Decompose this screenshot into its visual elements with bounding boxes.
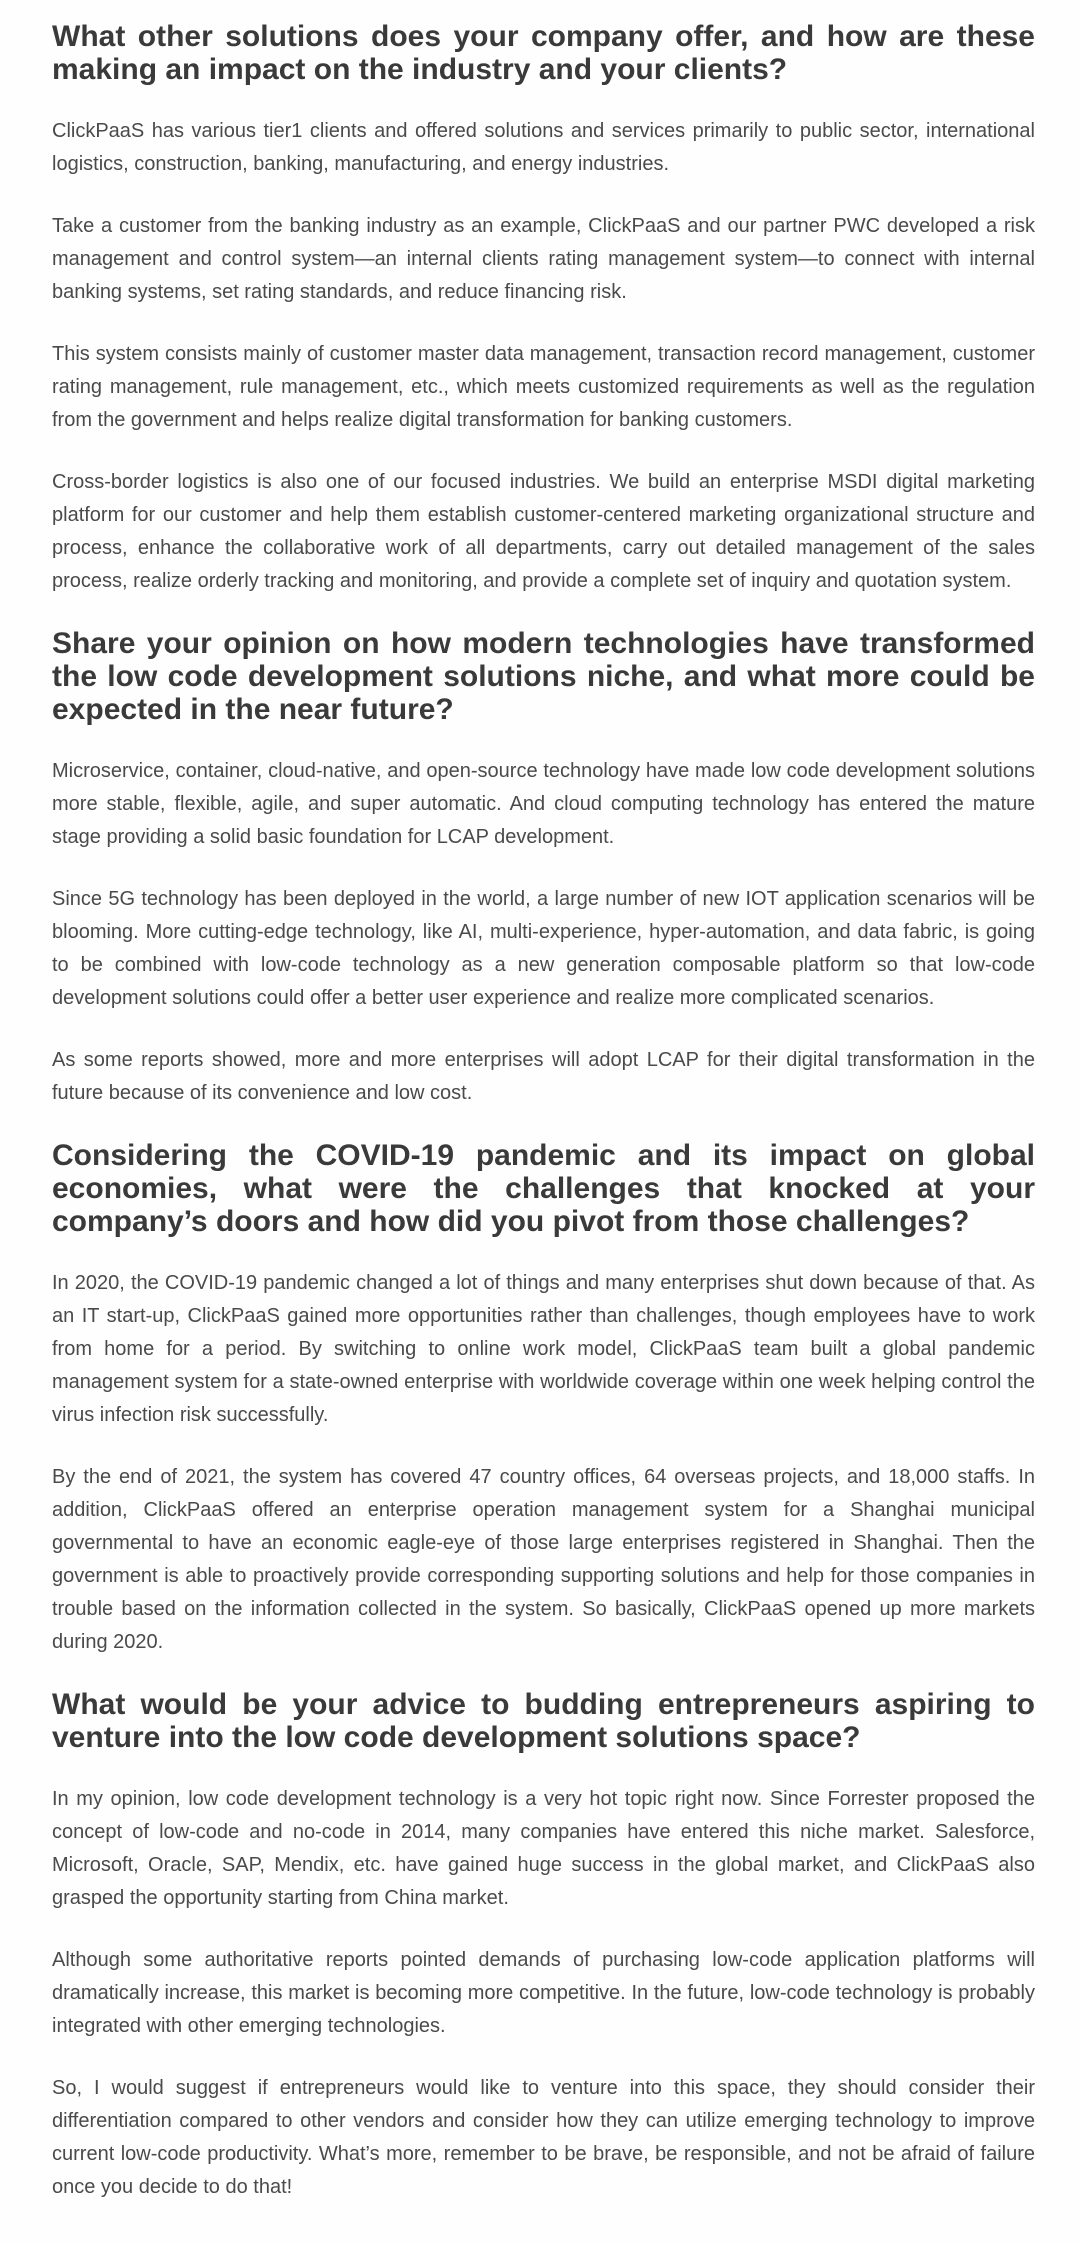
question-heading-1: What other solutions does your company offer, and how are these making an impact on the industry and your clients? xyxy=(52,20,1035,86)
interview-article xyxy=(52,20,1035,2204)
answer-paragraph: Cross-border logistics is also one of our focused industries. We build an enterprise MSDI digital marketing platform for our customer and help them establish customer-centered marketing organizational structure and process, enhance the collaborative work of all departments, carry out detailed management of the sales process, realize orderly tracking and monitoring, and provide a complete set of inquiry and quotation system. xyxy=(52,471,1035,592)
answer-paragraph: So, I would suggest if entrepreneurs would like to venture into this space, they should consider their differentiation compared to other vendors and consider how they can utilize emerging technology to improve current low-code productivity. What’s more, remember to be brave, be responsible, and not be afraid of failure once you decide to do that! xyxy=(52,2077,1035,2198)
answer-paragraph: In 2020, the COVID-19 pandemic changed a lot of things and many enterprises shut down because of that. As an IT start-up, ClickPaaS gained more opportunities rather than challenges, though employees have to work from home for a period. By switching to online work model, ClickPaaS team built a global pandemic management system for a state-owned enterprise with worldwide coverage within one week helping control the virus infection risk successfully. xyxy=(52,1272,1035,1426)
answer-paragraph: In my opinion, low code development technology is a very hot topic right now. Since Forrester proposed the concept of low-code and no-code in 2014, many companies have entered this niche market. Salesforce, Microsoft, Oracle, SAP, Mendix, etc. have gained huge success in the global market, and ClickPaaS also grasped the opportunity starting from China market. xyxy=(52,1788,1035,1909)
answer-paragraph: As some reports showed, more and more enterprises will adopt LCAP for their digital transformation in the future because of its convenience and low cost. xyxy=(52,1049,1035,1104)
answer-paragraph: By the end of 2021, the system has covered 47 country offices, 64 overseas projects, and 18,000 staffs. In addition, ClickPaaS offered an enterprise operation management system for a Shanghai municipal governmental to have an economic eagle-eye of those large enterprises registered in Shanghai. Then the government is able to proactively provide corresponding supporting solutions and help for those companies in trouble based on the information collected in the system. So basically, ClickPaaS opened up more markets during 2020. xyxy=(52,1466,1035,1653)
answer-paragraph: ClickPaaS has various tier1 clients and offered solutions and services primarily to public sector, international logistics, construction, banking, manufacturing, and energy industries. xyxy=(52,120,1035,175)
question-heading-4: What would be your advice to budding entrepreneurs aspiring to venture into the low code development solutions space? xyxy=(52,1688,1035,1754)
answer-paragraph: Microservice, container, cloud-native, and open-source technology have made low code development solutions more stable, flexible, agile, and super automatic. And cloud computing technology has entered the mature stage providing a solid basic foundation for LCAP development. xyxy=(52,760,1035,848)
answer-paragraph: Take a customer from the banking industry as an example, ClickPaaS and our partner PWC developed a risk management and control system—an internal clients rating management system—to connect with internal banking systems, set rating standards, and reduce financing risk. xyxy=(52,215,1035,303)
question-heading-2: Share your opinion on how modern technologies have transformed the low code development solutions niche, and what more could be expected in the near future? xyxy=(52,627,1035,726)
answer-paragraph: Since 5G technology has been deployed in the world, a large number of new IOT application scenarios will be blooming. More cutting-edge technology, like AI, multi-experience, hyper-automation, and data fabric, is going to be combined with low-code technology as a new generation composable platform so that low-code development solutions could offer a better user experience and realize more complicated scenarios. xyxy=(52,888,1035,1009)
answer-paragraph: This system consists mainly of customer master data management, transaction record management, customer rating management, rule management, etc., which meets customized requirements as well as the regulation from the government and helps realize digital transformation for banking customers. xyxy=(52,343,1035,431)
answer-paragraph: Although some authoritative reports pointed demands of purchasing low-code application platforms will dramatically increase, this market is becoming more competitive. In the future, low-code technology is probably integrated with other emerging technologies. xyxy=(52,1949,1035,2037)
question-heading-3: Considering the COVID-19 pandemic and its impact on global economies, what were the challenges that knocked at your company’s doors and how did you pivot from those challenges? xyxy=(52,1139,1035,1238)
